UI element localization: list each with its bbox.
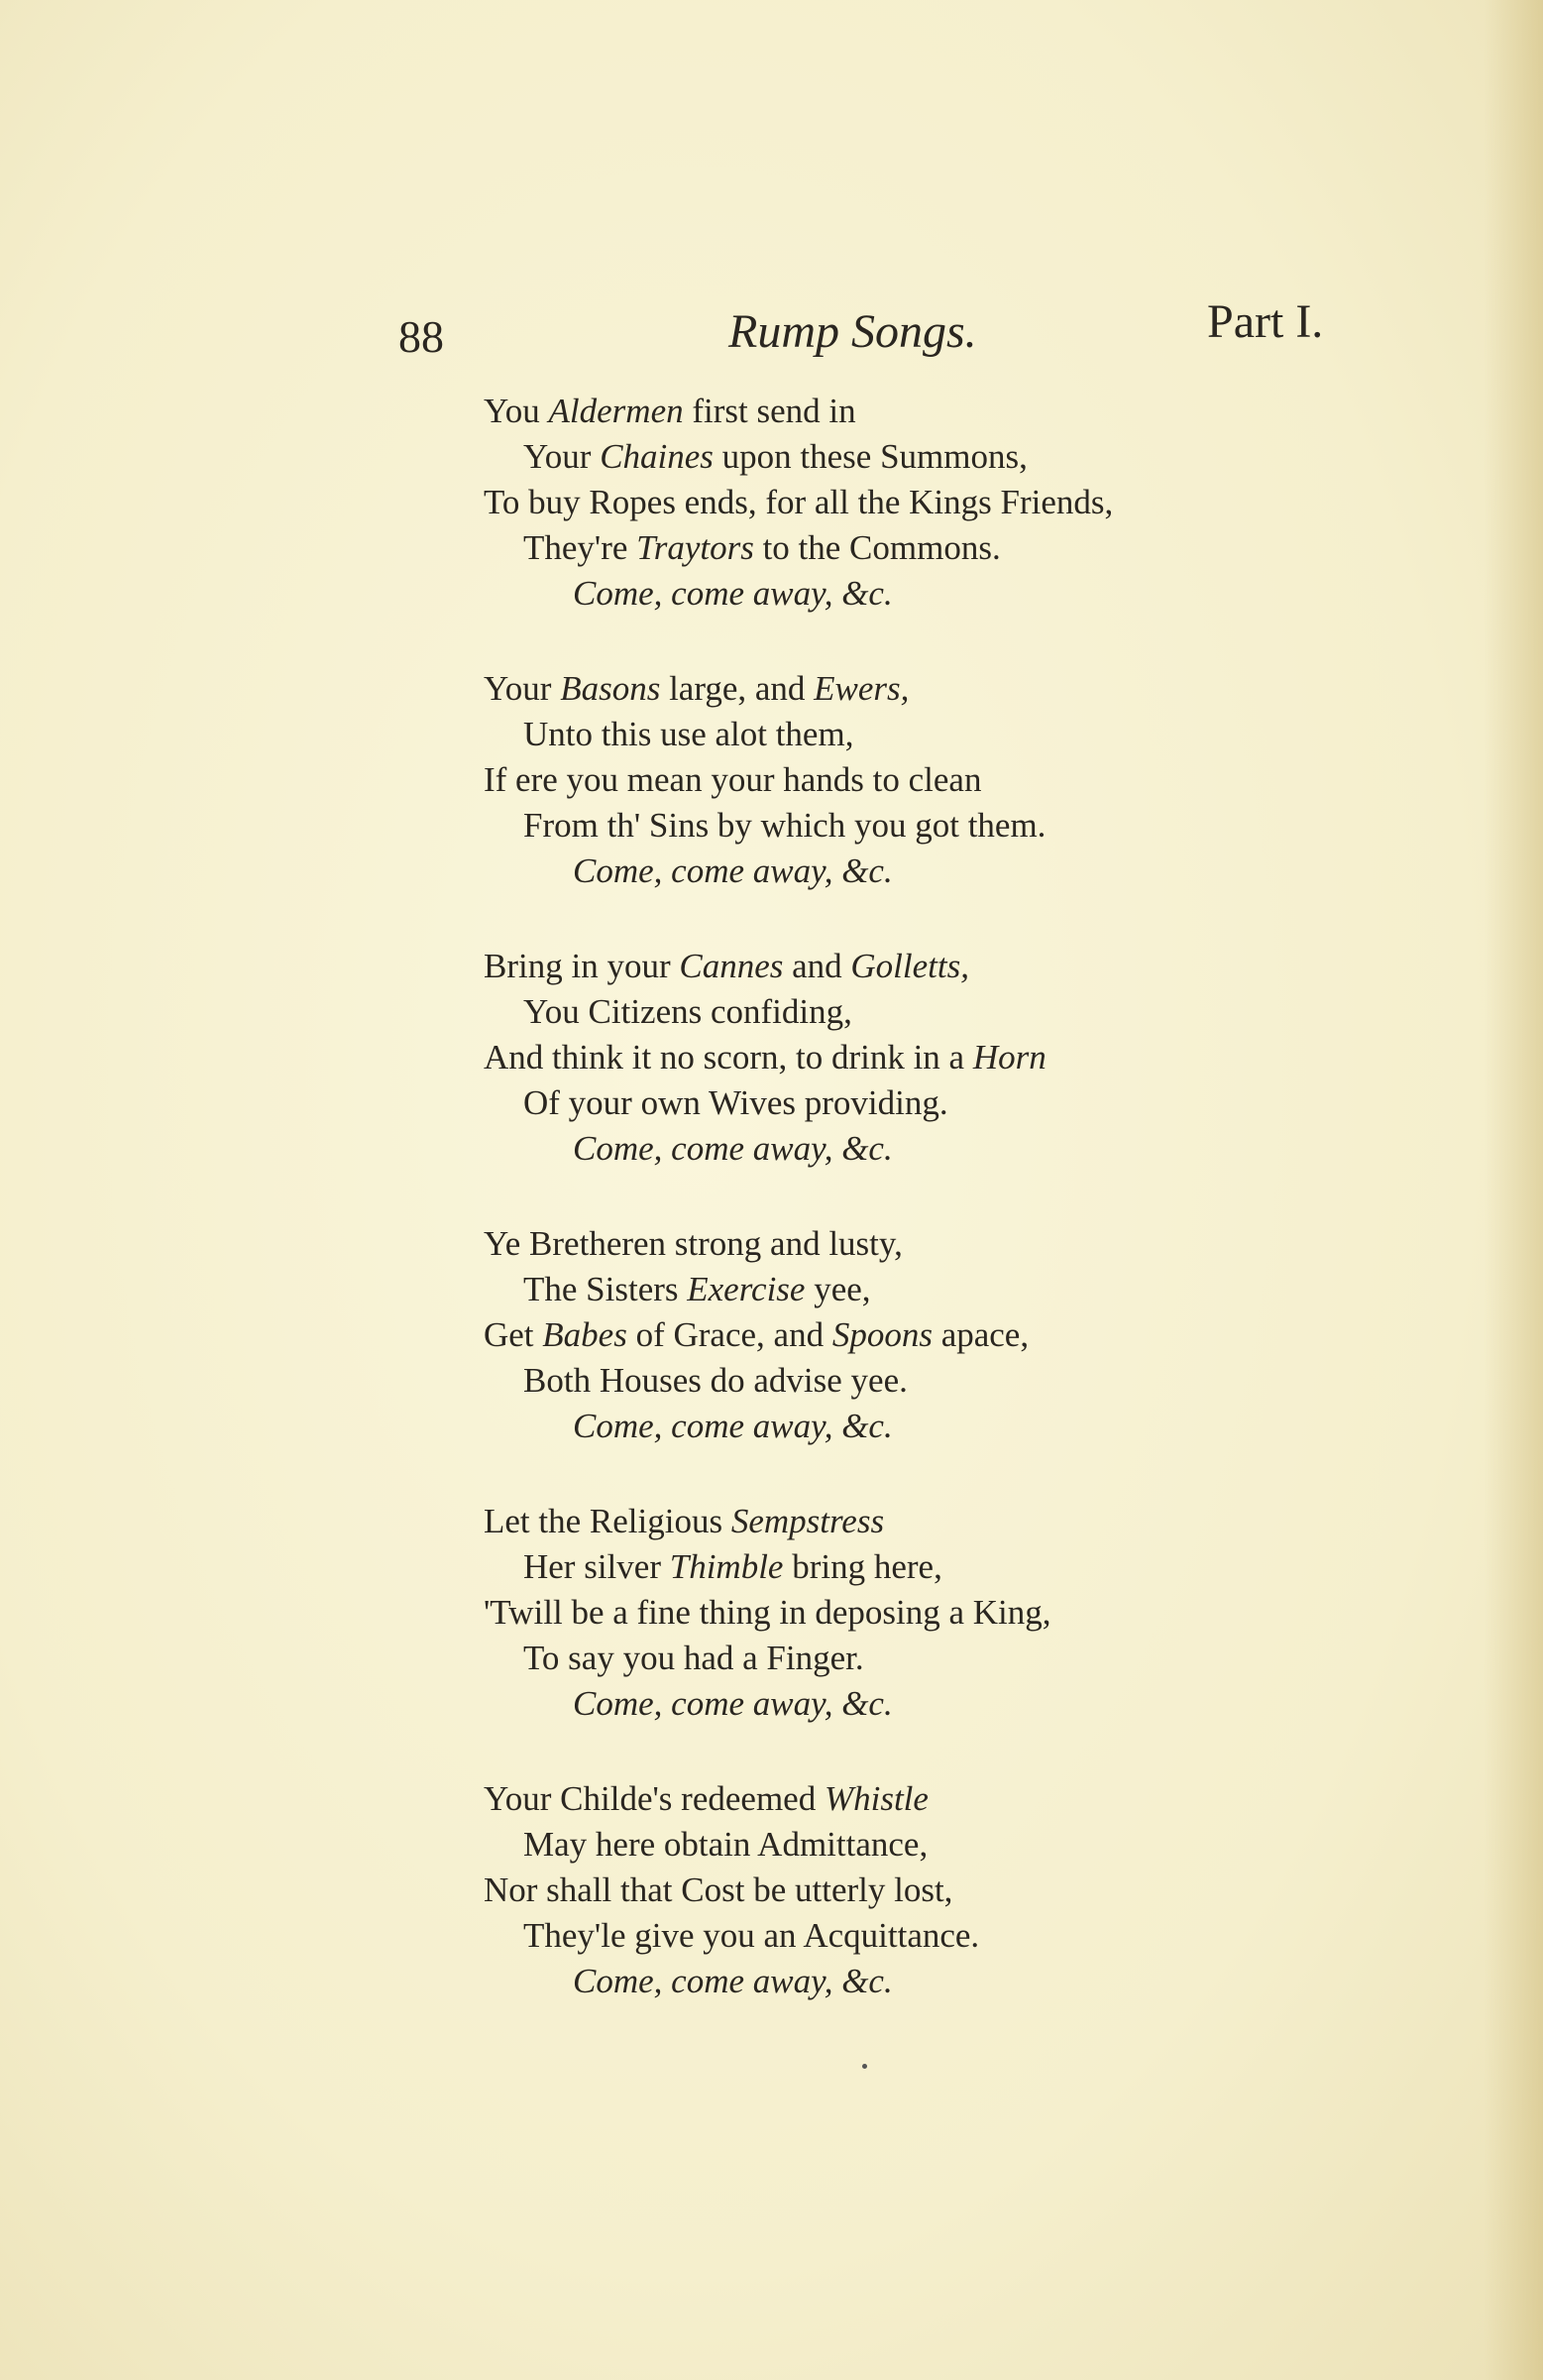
verse-text: Horn <box>972 1038 1047 1077</box>
verse-text: Your <box>484 669 561 708</box>
refrain-line <box>484 849 1376 894</box>
verse-text: Basons <box>560 669 661 708</box>
running-header <box>0 292 1543 372</box>
verse-text: to the Commons. <box>753 528 1001 567</box>
verse-line <box>484 525 1376 571</box>
stanza <box>484 1776 1376 2004</box>
verse-line <box>484 389 1376 434</box>
verse-line <box>484 1499 1376 1544</box>
verse-text: Come, come away, &c. <box>573 1684 893 1723</box>
verse-text: Aldermen <box>548 392 684 430</box>
verse-text: You <box>484 392 549 430</box>
verse-text: Whistle <box>824 1779 929 1818</box>
verse-line <box>484 1358 1376 1404</box>
verse-line <box>484 480 1376 525</box>
verse-text: Come, come away, &c. <box>573 1407 893 1445</box>
verse-text: Ewers, <box>814 669 910 708</box>
verse-text: Come, come away, &c. <box>573 1129 893 1168</box>
verse-text: Exercise <box>687 1270 806 1308</box>
refrain-line <box>484 1404 1376 1449</box>
verse-text: large, and <box>660 669 815 708</box>
verse-line <box>484 1312 1376 1358</box>
verse-text: Your <box>523 437 601 476</box>
verse-text: Cannes <box>679 947 784 985</box>
refrain-line <box>484 1126 1376 1172</box>
stanza <box>484 1499 1376 1727</box>
stanza <box>484 944 1376 1172</box>
verse-text: Thimble <box>669 1547 784 1586</box>
verse-text: Sempstress <box>730 1502 885 1540</box>
verse-text: May here obtain Admittance, <box>523 1825 929 1864</box>
verse-text: first send in <box>683 392 856 430</box>
verse-text: Babes <box>542 1315 627 1354</box>
verse-text: If ere you mean your hands to clean <box>484 760 982 799</box>
verse-line <box>484 1822 1376 1868</box>
verse-text: Come, come away, &c. <box>573 851 893 890</box>
refrain-line <box>484 571 1376 617</box>
verse-text: Of your own Wives providing. <box>523 1083 948 1122</box>
verse-text: Traytors <box>636 528 754 567</box>
verse-text: They'le give you an Acquittance. <box>523 1916 980 1955</box>
verse-line <box>484 1776 1376 1822</box>
verse-text: You Citizens confiding, <box>523 992 852 1031</box>
verse-line <box>484 1590 1376 1636</box>
verse-text: bring here, <box>783 1547 942 1586</box>
verse-line <box>484 1267 1376 1312</box>
verse-line <box>484 434 1376 480</box>
verse-text: and <box>783 947 851 985</box>
verse-line <box>484 1080 1376 1126</box>
stanza <box>484 1221 1376 1449</box>
verse-text: yee, <box>805 1270 871 1308</box>
verse-line <box>484 1544 1376 1590</box>
refrain-line <box>484 1959 1376 2004</box>
verse-line <box>484 944 1376 989</box>
verse-text: 'Twill be a fine thing in deposing a King, <box>484 1593 1051 1632</box>
running-title: Rump Songs. <box>728 305 977 358</box>
verse-text: apace, <box>932 1315 1030 1354</box>
poem-body <box>484 389 1376 2054</box>
verse-line <box>484 1221 1376 1267</box>
part-label: Part I. <box>1207 295 1324 348</box>
verse-text: Your Childe's redeemed <box>484 1779 825 1818</box>
verse-text: Bring in your <box>484 947 680 985</box>
verse-text: Nor shall that Cost be utterly lost, <box>484 1870 953 1909</box>
verse-text: Ye Bretheren strong and lusty, <box>484 1224 903 1263</box>
verse-text: Get <box>484 1315 543 1354</box>
verse-line <box>484 666 1376 712</box>
verse-text: To buy Ropes ends, for all the Kings Friends, <box>484 483 1114 521</box>
verse-text: Unto this use alot them, <box>523 715 854 753</box>
verse-line <box>484 1035 1376 1080</box>
stanza <box>484 666 1376 894</box>
verse-text: And think it no scorn, to drink in a <box>484 1038 973 1077</box>
page-number: 88 <box>398 311 444 362</box>
verse-line <box>484 803 1376 849</box>
verse-text: Spoons <box>831 1315 933 1354</box>
verse-line <box>484 1636 1376 1681</box>
verse-text: of Grace, and <box>626 1315 832 1354</box>
verse-text: upon these Summons, <box>713 437 1028 476</box>
verse-line <box>484 757 1376 803</box>
verse-line <box>484 989 1376 1035</box>
verse-text: Her silver <box>523 1547 670 1586</box>
verse-text: The Sisters <box>523 1270 688 1308</box>
verse-text: To say you had a Finger. <box>523 1639 864 1677</box>
verse-text: Come, come away, &c. <box>573 574 893 613</box>
verse-line <box>484 712 1376 757</box>
verse-text: From th' Sins by which you got them. <box>523 806 1047 845</box>
stanza <box>484 389 1376 617</box>
verse-text: Let the Religious <box>484 1502 731 1540</box>
print-speck <box>862 2064 867 2069</box>
verse-text: Chaines <box>600 437 714 476</box>
verse-line <box>484 1913 1376 1959</box>
verse-text: Both Houses do advise yee. <box>523 1361 908 1400</box>
refrain-line <box>484 1681 1376 1727</box>
verse-line <box>484 1868 1376 1913</box>
verse-text: They're <box>523 528 637 567</box>
verse-text: Golletts, <box>850 947 969 985</box>
verse-text: Come, come away, &c. <box>573 1962 893 2000</box>
